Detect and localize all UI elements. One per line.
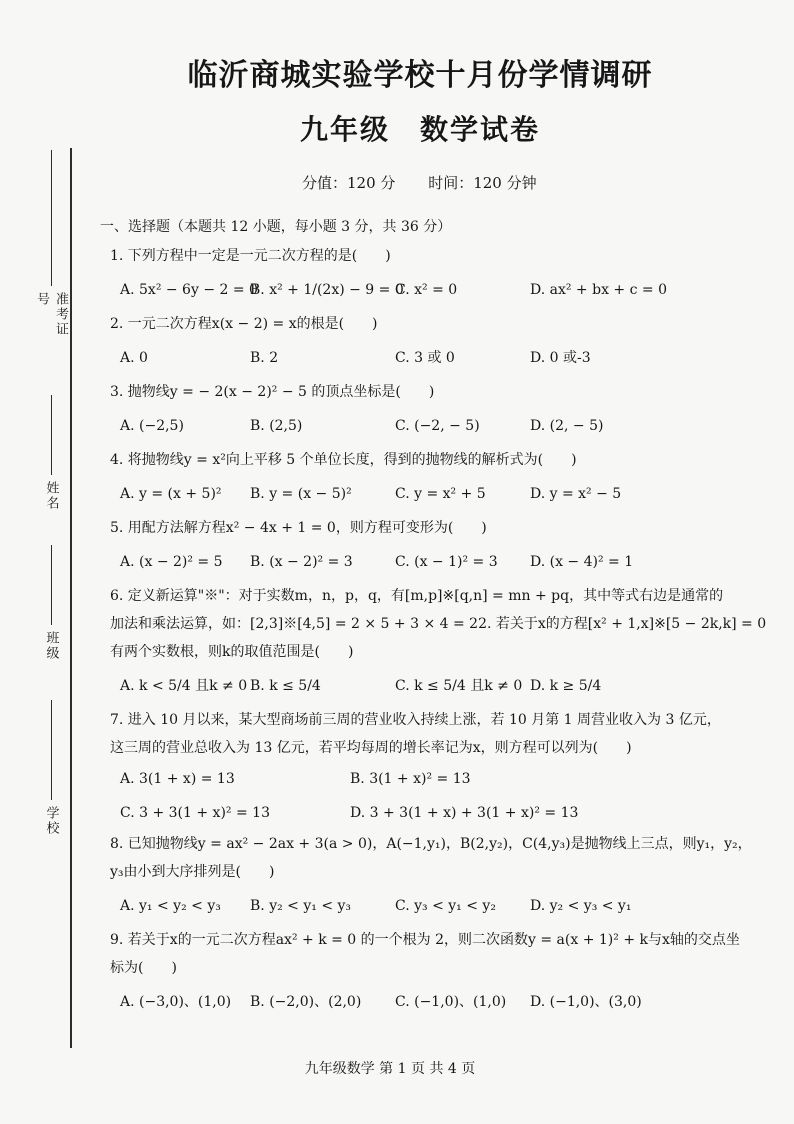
page-footer: 九年级数学 第 1 页 共 4 页	[304, 1061, 476, 1077]
option-a[interactable]: A. k < 5/4 且k ≠ 0	[120, 678, 248, 694]
option-row	[100, 762, 720, 796]
option-c[interactable]: C. 3 或 0	[395, 350, 455, 366]
option-a[interactable]: A. (x − 2)² = 5	[120, 554, 223, 570]
question-8	[100, 830, 752, 926]
option-b[interactable]: B. (2,5)	[250, 418, 303, 434]
option-b[interactable]: B. 2	[250, 350, 279, 366]
option-c[interactable]: C. y₃ < y₁ < y₂	[395, 898, 496, 914]
question-stem: 标为( )	[110, 960, 177, 976]
question-stem: 5. 用配方法解方程x² − 4x + 1 = 0，则方程可变形为( )	[110, 520, 487, 536]
question-3	[100, 378, 720, 446]
option-b[interactable]: B. k ≤ 5/4	[250, 678, 321, 694]
question-7	[100, 706, 720, 830]
option-c[interactable]: C. (−2, − 5)	[395, 418, 480, 434]
option-b[interactable]: B. y₂ < y₁ < y₃	[250, 898, 352, 914]
option-a[interactable]: A. (−2,5)	[120, 418, 184, 434]
fill-in-line	[51, 395, 52, 475]
question-stem: y₃由小到大序排列是( )	[110, 864, 275, 880]
question-stem: 6. 定义新运算"※"：对于实数m，n，p，q，有[m,p]※[q,n] = mn + pq，其中等式右边是通常的	[110, 588, 724, 604]
option-a[interactable]: A. 0	[120, 350, 148, 366]
option-c[interactable]: C. 3 + 3(1 + x)² = 13	[120, 805, 270, 821]
option-row	[100, 982, 720, 1022]
question-9	[100, 926, 740, 1022]
option-row	[100, 796, 720, 830]
question-1	[100, 242, 720, 310]
question-5	[100, 514, 720, 582]
option-d[interactable]: D. y₂ < y₃ < y₁	[530, 898, 632, 914]
option-a[interactable]: A. 3(1 + x) = 13	[120, 771, 235, 787]
question-stem: 1. 下列方程中一定是一元二次方程的是( )	[110, 248, 391, 264]
exam-meta	[302, 172, 565, 193]
option-row	[100, 474, 720, 514]
fill-in-line	[51, 700, 52, 800]
option-row	[100, 270, 720, 310]
option-b[interactable]: B. y = (x − 5)²	[250, 486, 352, 502]
side-field-school: 学校	[40, 700, 62, 850]
fill-in-line	[51, 150, 52, 286]
question-2	[100, 310, 720, 378]
question-area	[100, 212, 767, 1022]
option-d[interactable]: D. (2, − 5)	[530, 418, 604, 434]
option-c[interactable]: C. y = x² + 5	[395, 486, 486, 502]
question-stem: 有两个实数根，则k的取值范围是( )	[110, 644, 354, 660]
option-a[interactable]: A. y₁ < y₂ < y₃	[120, 898, 221, 914]
option-c[interactable]: C. (x − 1)² = 3	[395, 554, 498, 570]
question-stem: 7. 进入 10 月以来，某大型商场前三周的营业收入持续上涨，若 10 月第 1 周营业收入为 3 亿元，	[110, 712, 721, 728]
binding-line	[70, 148, 72, 1048]
option-d[interactable]: D. k ≥ 5/4	[530, 678, 602, 694]
fill-in-line	[51, 545, 52, 625]
option-b[interactable]: B. x² + 1/(2x) − 9 = 0	[250, 282, 404, 298]
score-info: 分值：120 分	[302, 174, 396, 192]
option-row	[100, 886, 720, 926]
option-a[interactable]: A. y = (x + 5)²	[120, 486, 222, 502]
question-stem: 9. 若关于x的一元二次方程ax² + k = 0 的一个根为 2，则二次函数y = a(x + 1)² + k与x轴的交点坐	[110, 932, 740, 948]
section-heading: 一、选择题（本题共 12 小题，每小题 3 分，共 36 分）	[100, 219, 452, 235]
side-field-class: 班级	[40, 545, 62, 675]
option-b[interactable]: B. 3(1 + x)² = 13	[350, 771, 471, 787]
question-stem: 3. 抛物线y = − 2(x − 2)² − 5 的顶点坐标是( )	[110, 384, 435, 400]
option-c[interactable]: C. x² = 0	[395, 282, 458, 298]
question-stem: 4. 将抛物线y = x²向上平移 5 个单位长度，得到的抛物线的解析式为( )	[110, 452, 577, 468]
question-4	[100, 446, 720, 514]
option-d[interactable]: D. 0 或-3	[530, 350, 591, 366]
side-field-exam-number: 准考证号	[40, 150, 62, 350]
option-row	[100, 542, 720, 582]
question-stem: 这三周的营业总收入为 13 亿元，若平均每周的增长率记为x，则方程可以列为( )	[110, 740, 632, 756]
option-c[interactable]: C. (−1,0)、(1,0)	[395, 994, 507, 1010]
time-info: 时间：120 分钟	[428, 174, 537, 192]
option-b[interactable]: B. (x − 2)² = 3	[250, 554, 353, 570]
option-row	[100, 406, 720, 446]
option-b[interactable]: B. (−2,0)、(2,0)	[250, 994, 362, 1010]
side-field-name: 姓名	[40, 395, 62, 525]
option-a[interactable]: A. (−3,0)、(1,0)	[120, 994, 232, 1010]
option-d[interactable]: D. ax² + bx + c = 0	[530, 282, 667, 298]
option-c[interactable]: C. k ≤ 5/4 且k ≠ 0	[395, 678, 523, 694]
option-d[interactable]: D. y = x² − 5	[530, 486, 622, 502]
option-row	[100, 666, 720, 706]
option-d[interactable]: D. (x − 4)² = 1	[530, 554, 634, 570]
option-d[interactable]: D. 3 + 3(1 + x) + 3(1 + x)² = 13	[350, 805, 579, 821]
option-a[interactable]: A. 5x² − 6y − 2 = 0	[120, 282, 258, 298]
question-6	[100, 582, 767, 706]
question-stem: 加法和乘法运算，如：[2,3]※[4,5] = 2 × 5 + 3 × 4 = 22. 若关于x的方程[x² + 1,x]※[5 − 2k,k] = 0	[110, 616, 767, 632]
question-stem: 8. 已知抛物线y = ax² − 2ax + 3(a > 0)，A(−1,y₁)，B(2,y₂)，C(4,y₃)是抛物线上三点，则y₁，y₂，	[110, 836, 752, 852]
exam-subtitle: 九年级 数学试卷	[300, 113, 541, 146]
question-stem: 2. 一元二次方程x(x − 2) = x的根是( )	[110, 316, 378, 332]
exam-title: 临沂商城实验学校十月份学情调研	[187, 58, 653, 93]
question-list	[100, 242, 767, 1022]
option-d[interactable]: D. (−1,0)、(3,0)	[530, 994, 642, 1010]
option-row	[100, 338, 720, 378]
